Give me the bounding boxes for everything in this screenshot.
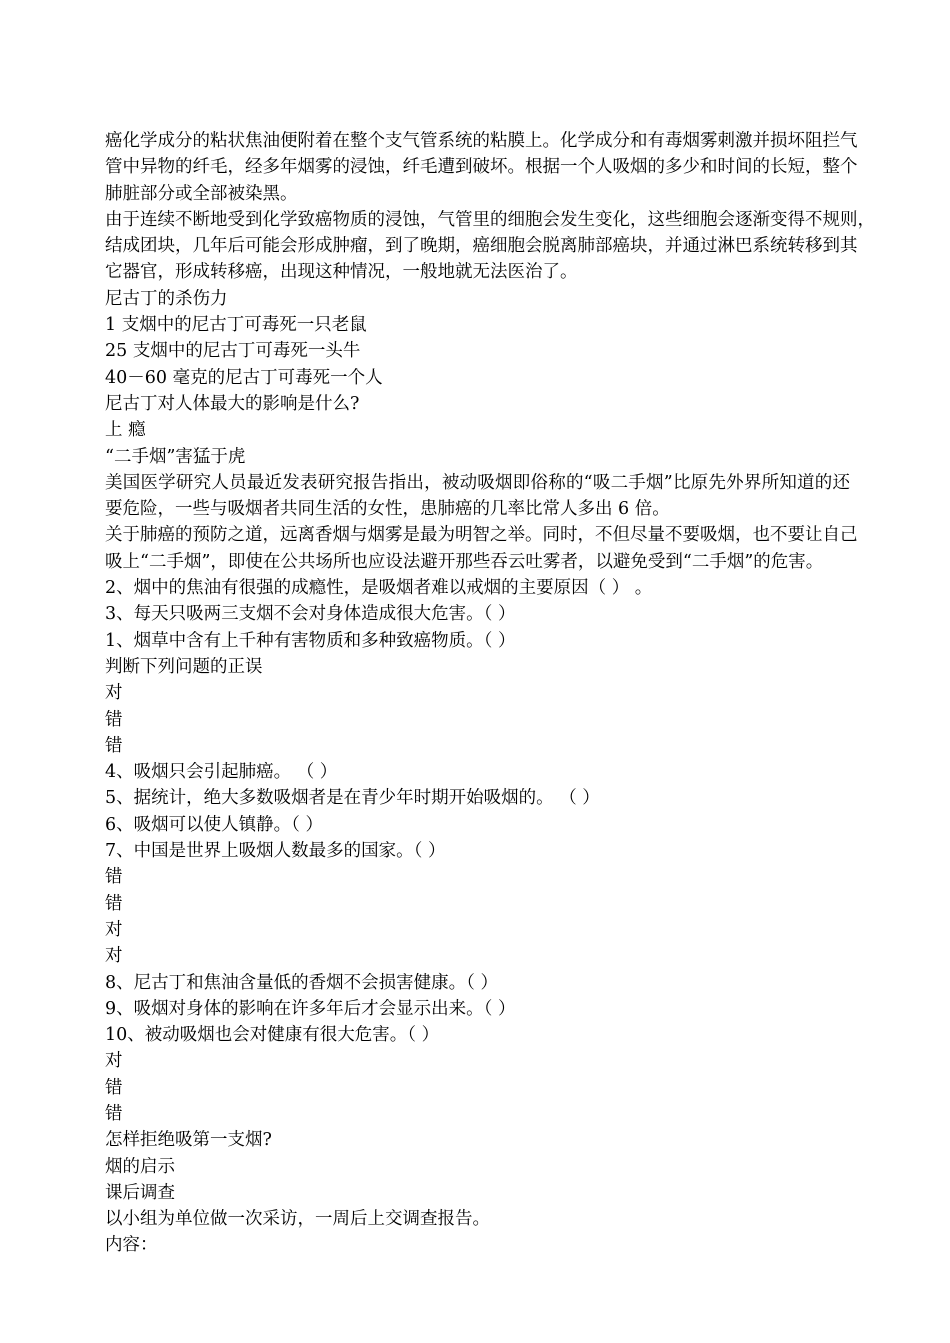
text-line: 3、每天只吸两三支烟不会对身体造成很大危害。（ ）: [105, 604, 516, 625]
text-line: 尼古丁的杀伤力: [105, 288, 228, 309]
nicotine-fact-cow: [105, 338, 850, 364]
answer-9: [105, 1075, 850, 1101]
text-line: 错: [105, 1103, 123, 1124]
text-line: 课后调查: [105, 1182, 175, 1203]
text-line: 怎样拒绝吸第一支烟?: [105, 1130, 272, 1151]
text-line: 管中异物的纤毛，经多年烟雾的浸蚀，纤毛遭到破坏。根据一个人吸烟的多少和时间的长短，整个: [105, 157, 858, 178]
text-line: 40－60 毫克的尼古丁可毒死一个人: [105, 367, 383, 388]
text-line: 5、据统计，绝大多数吸烟者是在青少年时期开始吸烟的。 （ ）: [105, 788, 600, 809]
text-line: 1、烟草中含有上千种有害物质和多种致癌物质。（ ）: [105, 630, 516, 651]
text-line: 1 支烟中的尼古丁可毒死一只老鼠: [105, 315, 367, 336]
text-line: 错: [105, 709, 123, 730]
text-line: 肺脏部分或全部被染黑。: [105, 183, 298, 204]
quiz-item-5: [105, 785, 850, 811]
answer-addiction: [105, 417, 850, 443]
text-line: 关于肺癌的预防之道，远离香烟与烟雾是最为明智之举。同时，不但尽量不要吸烟，也不要让自己: [105, 525, 858, 546]
text-line: 错: [105, 735, 123, 756]
quiz-item-4: [105, 759, 850, 785]
paragraph-cancer-spread: [105, 207, 875, 286]
text-line: 判断下列问题的正误: [105, 656, 263, 677]
text-line: 2、烟中的焦油有很强的成瘾性，是吸烟者难以戒烟的主要原因（ ） 。: [105, 578, 653, 599]
text-line: 美国医学研究人员最近发表研究报告指出，被动吸烟即俗称的“吸二手烟”比原先外界所知道的还: [105, 472, 850, 493]
quiz-item-2: [105, 575, 850, 601]
quiz-item-7: [105, 838, 850, 864]
text-line: “二手烟”害猛于虎: [105, 446, 246, 467]
document-page: [105, 128, 875, 1259]
text-line: 对: [105, 946, 123, 967]
text-line: 对: [105, 919, 123, 940]
heading-after-class-survey: [105, 1180, 850, 1206]
paragraph-tar-effects: [105, 128, 858, 207]
answer-5: [105, 891, 850, 917]
text-line: 内容：: [105, 1235, 158, 1256]
text-line: 吸上“二手烟”，即使在公共场所也应设法避开那些吞云吐雾者，以避免受到“二手烟”的危害。: [105, 551, 824, 572]
quiz-item-9: [105, 996, 850, 1022]
text-line: 25 支烟中的尼古丁可毒死一头牛: [105, 341, 361, 362]
survey-instruction: [105, 1206, 850, 1232]
quiz-item-8: [105, 970, 850, 996]
question-nicotine-effect: [105, 391, 850, 417]
answer-4: [105, 864, 850, 890]
text-line: 癌化学成分的粘状焦油便附着在整个支气管系统的粘膜上。化学成分和有毒烟雾刺激并损坏阻拦气: [105, 131, 858, 151]
quiz-item-3: [105, 601, 850, 627]
text-line: 要危险，一些与吸烟者共同生活的女性，患肺癌的几率比常人多出 6 倍。: [105, 499, 670, 520]
text-line: 烟的启示: [105, 1156, 175, 1177]
text-line: 错: [105, 867, 123, 888]
text-line: 对: [105, 683, 123, 704]
quiz-item-1: [105, 628, 850, 654]
text-line: 它器官，形成转移癌，出现这种情况，一般地就无法医治了。: [105, 262, 578, 283]
quiz-item-10: [105, 1022, 850, 1048]
text-line: 错: [105, 1077, 123, 1098]
answer-7: [105, 943, 850, 969]
answer-8: [105, 1048, 850, 1074]
text-line: 由于连续不断地受到化学致癌物质的浸蚀，气管里的细胞会发生变化，这些细胞会逐渐变得不规则，: [105, 209, 875, 230]
text-line: 8、尼古丁和焦油含量低的香烟不会损害健康。（ ）: [105, 972, 498, 993]
heading-nicotine-lethality: [105, 286, 850, 312]
text-line: 以小组为单位做一次采访，一周后上交调查报告。: [105, 1209, 490, 1230]
text-line: 9、吸烟对身体的影响在许多年后才会显示出来。（ ）: [105, 998, 516, 1019]
text-line: 尼古丁对人体最大的影响是什么?: [105, 393, 360, 414]
paragraph-secondhand-research: [105, 470, 850, 523]
text-line: 7、中国是世界上吸烟人数最多的国家。（ ）: [105, 841, 446, 862]
answer-3: [105, 733, 850, 759]
text-line: 6、吸烟可以使人镇静。（ ）: [105, 814, 323, 835]
answer-2: [105, 707, 850, 733]
answer-6: [105, 917, 850, 943]
paragraph-prevention: [105, 522, 858, 575]
text-line: 上 瘾: [105, 420, 146, 441]
answer-10: [105, 1101, 850, 1127]
quiz-item-6: [105, 812, 850, 838]
survey-content-label: [105, 1232, 850, 1258]
text-line: 结成团块，几年后可能会形成肿瘤，到了晚期，癌细胞会脱离肺部癌块，并通过淋巴系统转移到其: [105, 236, 858, 257]
heading-secondhand-smoke: [105, 444, 850, 470]
text-line: 10、被动吸烟也会对健康有很大危害。（ ）: [105, 1025, 440, 1046]
text-line: 4、吸烟只会引起肺癌。 （ ）: [105, 762, 338, 783]
nicotine-fact-mouse: [105, 312, 850, 338]
text-line: 对: [105, 1051, 123, 1072]
nicotine-fact-human: [105, 365, 850, 391]
heading-refuse-first-cigarette: [105, 1127, 850, 1153]
text-line: 错: [105, 893, 123, 914]
heading-true-false: [105, 654, 850, 680]
answer-1: [105, 680, 850, 706]
heading-smoking-lesson: [105, 1154, 850, 1180]
